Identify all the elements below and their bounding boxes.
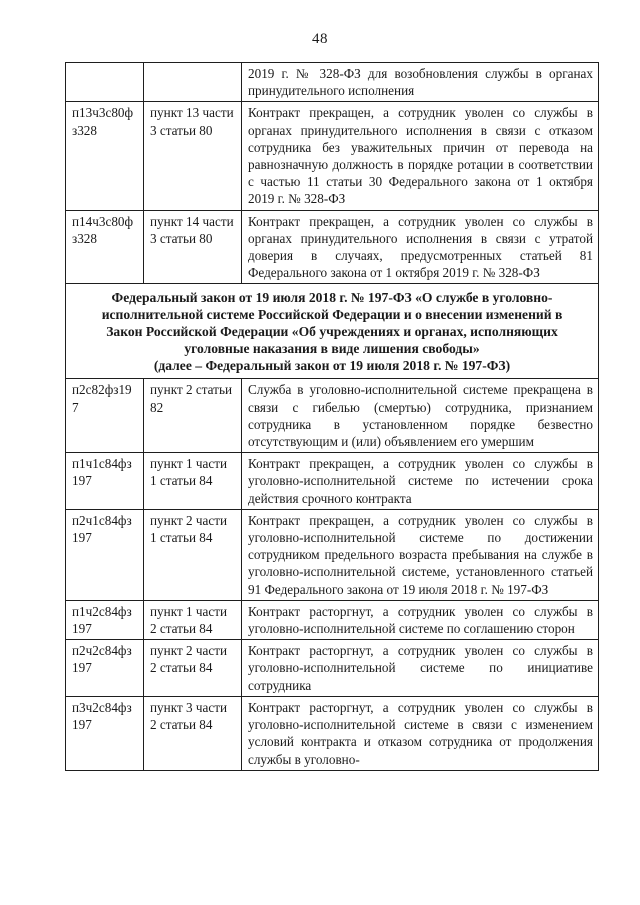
description-cell: Контракт расторгнут, а сотрудник уволен со службы в уголовно-исполнительной системе по инициативе сотрудника xyxy=(242,640,599,697)
article-cell: пункт 1 части 1 статьи 84 xyxy=(144,453,242,510)
table-row xyxy=(66,640,599,697)
code-cell: п13ч3с80ф з328 xyxy=(66,102,144,210)
law-heading-line: исполнительной системе Российской Федерации и о внесении изменений в xyxy=(101,307,563,323)
article-cell: пункт 2 части 2 статьи 84 xyxy=(144,640,242,697)
code-cell: п2с82фз19 7 xyxy=(66,379,144,453)
table-row xyxy=(66,102,599,210)
description-cell: Контракт расторгнут, а сотрудник уволен со службы в уголовно-исполнительной системе в связи с изменением условий контракта и отказом сотрудника от продолжения службы в уголовно- xyxy=(242,696,599,770)
code-cell: п1ч1с84фз 197 xyxy=(66,453,144,510)
article-cell: пункт 14 части 3 статьи 80 xyxy=(144,210,242,284)
law-heading-line: Закон Российской Федерации «Об учреждениях и органах, исполняющих xyxy=(106,324,558,340)
article-cell: пункт 3 части 2 статьи 84 xyxy=(144,696,242,770)
code-cell xyxy=(66,63,144,102)
law-heading-row xyxy=(66,284,599,379)
code-cell: п2ч2с84фз 197 xyxy=(66,640,144,697)
description-cell: Служба в уголовно-исполнительной системе прекращена в связи с гибелью (смертью) сотрудника, признанием сотрудника в установленном порядке безвестно отсутствующим и (или) объявлением его умершим xyxy=(242,379,599,453)
table-row xyxy=(66,63,599,102)
description-cell: Контракт прекращен, а сотрудник уволен со службы в уголовно-исполнительной системе по достижении сотрудником предельного возраста пребывания на службе в уголовно-исполнительной системе, установленного статьей 91 Федерального закона от 19 июля 2018 г. № 197-ФЗ xyxy=(242,509,599,600)
article-cell: пункт 13 части 3 статьи 80 xyxy=(144,102,242,210)
article-cell: пункт 2 части 1 статьи 84 xyxy=(144,509,242,600)
code-cell: п1ч2с84фз 197 xyxy=(66,600,144,639)
article-cell: пункт 2 статьи 82 xyxy=(144,379,242,453)
code-cell: п2ч1с84фз 197 xyxy=(66,509,144,600)
law-heading-line: уголовные наказания в виде лишения свободы» xyxy=(184,341,480,357)
law-heading-line: Федеральный закон от 19 июля 2018 г. № 197-ФЗ «О службе в уголовно- xyxy=(111,290,553,306)
description-cell: Контракт прекращен, а сотрудник уволен со службы в органах принудительного исполнения в связи с отказом сотрудника без уважительных причин от перевода на равнозначную должность в порядке ротации в соответствии с частью 11 статьи 30 Федерального закона от 1 октября 2019 г. № 328-ФЗ xyxy=(242,102,599,210)
description-cell: Контракт прекращен, а сотрудник уволен со службы в органах принудительного исполнения в связи с утратой доверия в случаях, предусмотренных статьей 81 Федерального закона от 1 октября 2019 г. № 328-ФЗ xyxy=(242,210,599,284)
article-cell: пункт 1 части 2 статьи 84 xyxy=(144,600,242,639)
table-row xyxy=(66,696,599,770)
page-number: 48 xyxy=(312,31,328,47)
article-cell xyxy=(144,63,242,102)
description-cell: Контракт расторгнут, а сотрудник уволен со службы в уголовно-исполнительной системе по соглашению сторон xyxy=(242,600,599,639)
description-cell: Контракт прекращен, а сотрудник уволен со службы в уголовно-исполнительной системе по истечении срока действия срочного контракта xyxy=(242,453,599,510)
law-heading xyxy=(66,284,599,379)
code-cell: п14ч3с80ф з328 xyxy=(66,210,144,284)
codes-table xyxy=(65,62,599,771)
code-cell: п3ч2с84фз 197 xyxy=(66,696,144,770)
law-heading-line: (далее – Федеральный закон от 19 июля 2018 г. № 197-ФЗ) xyxy=(153,358,511,374)
table-row xyxy=(66,509,599,600)
table-row xyxy=(66,453,599,510)
table-row xyxy=(66,379,599,453)
table-row xyxy=(66,600,599,639)
description-cell: 2019 г. № 328-ФЗ для возобновления службы в органах принудительного исполнения xyxy=(242,63,599,102)
table-row xyxy=(66,210,599,284)
